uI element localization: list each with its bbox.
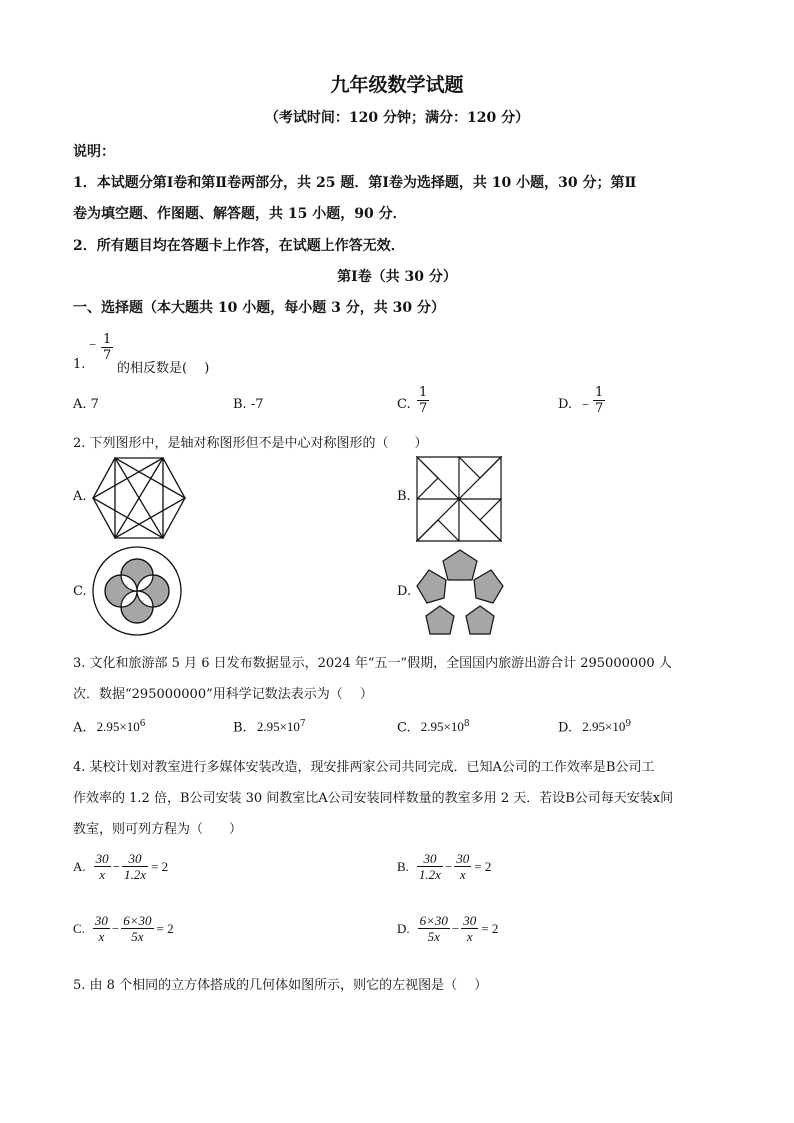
- pentagon: [466, 606, 494, 634]
- equation-rhs: = 2: [474, 858, 492, 874]
- equation-rhs: = 2: [151, 858, 169, 874]
- q2-hexagon-figure[interactable]: [91, 456, 187, 540]
- q1-option-c-num: 1: [419, 385, 428, 400]
- q1-option-a[interactable]: A. 7: [73, 397, 99, 412]
- q5-text: 5. 由 8 个相同的立方体搭成的几何体如图所示，则它的左视图是（ ）: [73, 978, 488, 993]
- q4-option-c-frac-2: [121, 913, 153, 944]
- q2-option-c-label[interactable]: C.: [73, 584, 87, 599]
- frac-num: 30: [94, 913, 108, 928]
- q3-option-c-base: 2.95×10: [420, 719, 464, 735]
- q2-option-d-label[interactable]: D.: [397, 584, 412, 599]
- frac-den: x: [461, 928, 478, 944]
- q3-line-2: 次．数据“295000000”用科学记数法表示为（ ）: [73, 687, 373, 702]
- q3-option-a[interactable]: [73, 719, 146, 735]
- minus-sign: −: [111, 920, 120, 936]
- frac-num: 30: [95, 851, 109, 866]
- q4-option-a-frac-1: [94, 851, 111, 882]
- q1-text: 的相反数是( ): [117, 361, 210, 376]
- q2-pentagons-figure[interactable]: [414, 548, 506, 636]
- equation-rhs: = 2: [156, 920, 174, 936]
- q4-line-2: 作效率的 1.2 倍，B公司安装 30 间教室比A公司安装同样数量的教室多用 2 天．若设B公司每天安装x间: [73, 791, 674, 806]
- minus-sign: −: [451, 920, 460, 936]
- q4-option-d-frac-1: [418, 913, 450, 944]
- q4-line-3: 教室，则可列方程为（ ）: [73, 822, 243, 837]
- q4-option-c[interactable]: [73, 913, 174, 944]
- pinwheel-notch: [459, 457, 501, 478]
- minus-sign: −: [112, 858, 120, 874]
- q1-fraction: [101, 332, 113, 363]
- frac-den: 1.2x: [123, 867, 147, 882]
- q3-option-b-label: B.: [233, 720, 247, 736]
- frac-den: 5x: [121, 928, 153, 944]
- q4-option-a[interactable]: [73, 851, 168, 882]
- q3-option-a-label: A.: [73, 720, 87, 736]
- pentagon: [417, 570, 446, 603]
- q2-option-b-label[interactable]: B.: [397, 489, 411, 504]
- q1-option-d-sign: −: [582, 397, 590, 412]
- q3-option-b-base: 2.95×10: [256, 719, 300, 735]
- pentagon: [474, 570, 503, 603]
- q4-option-c-label: C.: [73, 920, 85, 936]
- pinwheel-notch: [480, 499, 501, 541]
- hexagon-triangle-1: [115, 458, 185, 538]
- instruction-line-2: 卷为填空题、作图题、解答题，共 15 小题，90 分．: [73, 206, 407, 222]
- q3-option-d-exp: 9: [625, 719, 632, 729]
- frac-den: x: [454, 866, 471, 882]
- q3-option-d[interactable]: [558, 719, 631, 735]
- pinwheel-notch: [417, 457, 438, 499]
- q1-number: 1.: [73, 357, 86, 372]
- part-title: 一、选择题（本大题共 10 小题，每小题 3 分，共 30 分）: [73, 300, 445, 316]
- q1-sign: −: [89, 337, 97, 352]
- q2-text: 2. 下列图形中，是轴对称图形但不是中心对称图形的（ ）: [73, 436, 428, 451]
- q1-option-c-fraction: [417, 385, 429, 416]
- frac-num: 6×30: [123, 913, 152, 928]
- frac-num: 30: [463, 913, 477, 928]
- q1-option-b[interactable]: B. -7: [233, 397, 264, 412]
- q3-option-c-label: C.: [397, 720, 411, 736]
- hexagon-triangle-2: [93, 458, 163, 538]
- q4-option-d[interactable]: [397, 913, 498, 944]
- pentagon: [443, 550, 477, 580]
- q3-option-d-base: 2.95×10: [582, 719, 626, 735]
- q3-option-d-label: D.: [558, 720, 573, 736]
- instruction-line-1: 1．本试题分第Ⅰ卷和第Ⅱ卷两部分，共 25 题．第Ⅰ卷为选择题，共 10 小题，30 分；第Ⅱ: [73, 175, 637, 191]
- exam-title: 九年级数学试题: [330, 74, 464, 96]
- q3-option-a-base: 2.95×10: [96, 719, 140, 735]
- q1-denominator: 7: [103, 348, 112, 363]
- q4-option-b-label: B.: [397, 858, 409, 874]
- q1-option-d-fraction: [593, 385, 605, 416]
- q3-option-b[interactable]: [233, 719, 306, 735]
- q1-option-c-label: C.: [397, 397, 411, 412]
- frac-den: x: [94, 866, 111, 882]
- q4-option-c-frac-1: [93, 913, 110, 944]
- frac-num: 30: [128, 851, 142, 866]
- q4-option-b[interactable]: [397, 851, 491, 882]
- pentagon: [426, 606, 454, 634]
- q4-line-1: 4. 某校计划对教室进行多媒体安装改造，现安排两家公司共同完成．已知A公司的工作效率是B公司工: [73, 760, 655, 775]
- q3-line-1: 3. 文化和旅游部 5 月 6 日发布数据显示，2024 年“五一”假期，全国国内旅游出游合计 295000000 人: [73, 656, 672, 671]
- frac-den: 5x: [418, 928, 450, 944]
- q1-option-d-label: D.: [558, 397, 573, 412]
- q4-option-d-frac-2: [461, 913, 478, 944]
- q3-option-c[interactable]: [397, 719, 470, 735]
- q3-option-a-exp: 6: [139, 719, 146, 729]
- q1-option-c-den: 7: [419, 401, 428, 416]
- q2-pinwheel-figure[interactable]: [416, 456, 502, 542]
- q1-option-d-den: 7: [595, 401, 604, 416]
- q1-numerator: 1: [103, 332, 112, 347]
- frac-num: 6×30: [419, 913, 448, 928]
- frac-num: 30: [423, 851, 437, 866]
- q4-option-a-frac-2: [122, 851, 148, 882]
- minus-sign: −: [444, 858, 453, 874]
- q4-option-a-label: A.: [73, 858, 86, 874]
- exam-subtitle: （考试时间：120 分钟；满分：120 分）: [264, 110, 530, 126]
- equation-rhs: = 2: [481, 920, 499, 936]
- instruction-line-3: 2．所有题目均在答题卡上作答，在试题上作答无效．: [73, 238, 405, 254]
- frac-num: 30: [456, 851, 470, 866]
- frac-den: x: [93, 928, 110, 944]
- volume-title: 第Ⅰ卷（共 30 分）: [337, 269, 457, 285]
- instructions-label: 说明：: [73, 144, 115, 160]
- pinwheel-notch: [417, 520, 459, 541]
- frac-den: 1.2x: [418, 867, 441, 882]
- q2-option-a-label[interactable]: A.: [73, 489, 87, 504]
- q4-option-d-label: D.: [397, 920, 410, 936]
- q3-option-c-exp: 8: [463, 719, 470, 729]
- q3-option-b-exp: 7: [299, 719, 306, 729]
- q2-circle-petals-figure[interactable]: [91, 545, 183, 637]
- q4-option-b-frac-2: [454, 851, 471, 882]
- q1-option-d-num: 1: [595, 385, 604, 400]
- q4-option-b-frac-1: [417, 851, 443, 882]
